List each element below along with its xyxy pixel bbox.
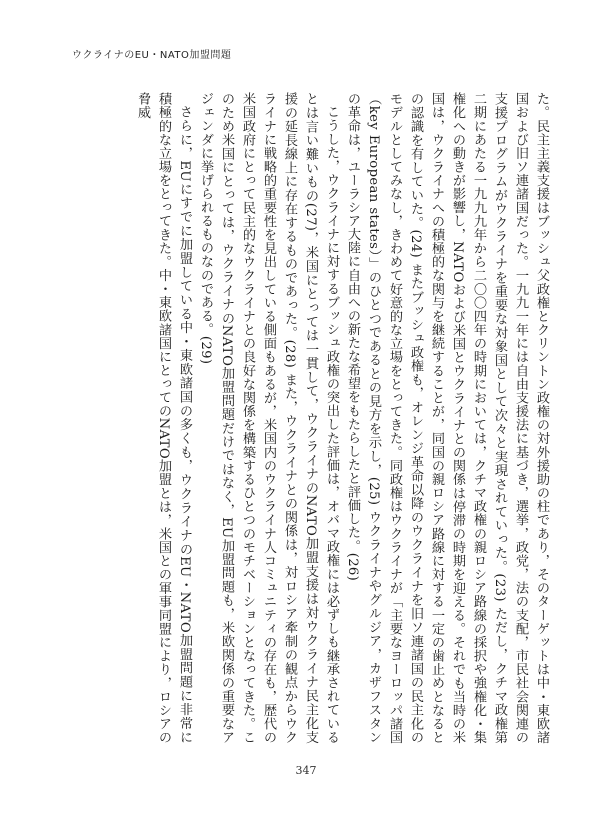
body-text — [62, 92, 552, 744]
paragraph: た。民主主義支援はブッシュ父政権とクリントン政権の対外援助の柱であり，そのターゲットは中・東欧諸国および旧ソ連諸国だった。一九九一年には自由支援法に基づき，選挙，政党，法の支配，市民社会関連の支援プログラムがウクライナを重要な対象国として次々と実現されていった。(23) ただし，クチマ政権第二期にあたる一九九九年から二〇〇四年の時期においては，クチマ政権の親ロシア路線の採択や強権化・集権化への動きが影響し，NATOおよび米国とウクライナとの関係は停滞の時期を迎える。それでも当時の米国は，ウクライナへの積極的な関与を継続することが，同国の親ロシア路線に対する一定の歯止めとなるとの認識を有していた。(24) またブッシュ政権も，オレンジ革命以降のウクライナを旧ソ連諸国の民主化のモデルとしてみなし，きわめて好意的な立場をとってきた。同政権はウクライナが「主要なヨーロッパ諸国（key European states）」のひとつであるとの見方を示し，(25) ウクライナやグルジア，カザフスタンの革命は，ユーラシア大陸に自由への新たな希望をもたらしたと評価した。(26) — [345, 92, 549, 744]
paragraph: さらに，EUにすでに加盟している中・東欧諸国の多くも，ウクライナのEU・NATO加盟問題に非常に積極的な立場をとってきた。中・東欧諸国にとってのNATO加盟とは，米国との軍事同盟により，ロシアの脅威 — [135, 92, 192, 744]
running-head: ウクライナのEU・NATO加盟問題 — [72, 50, 232, 61]
page-number: 347 — [295, 764, 317, 777]
paragraph: こうした，ウクライナに対するブッシュ政権の突出した評価は，オバマ政権には必ずしも継承されているとは言い難いもの(27)，米国にとっては一貫して，ウクライナのNATO加盟支援は対ウクライナ民主化支援の延長線上に存在するものであった。(28) また，ウクライナとの関係は，対ロシア牽制の観点からウクライナに戦略的重要性を見出している側面もあるが，米国内のウクライナ人コミュニティの存在も，歴代の米国政府にとって民主的なウクライナとの良好な関係を構築するひとつのモチベーションとなってきた。このため米国にとっては，ウクライナのNATO加盟問題だけではなく，EU加盟問題も，米欧関係の重要なアジェンダに挙げられるものなのである。(29) — [198, 92, 339, 744]
